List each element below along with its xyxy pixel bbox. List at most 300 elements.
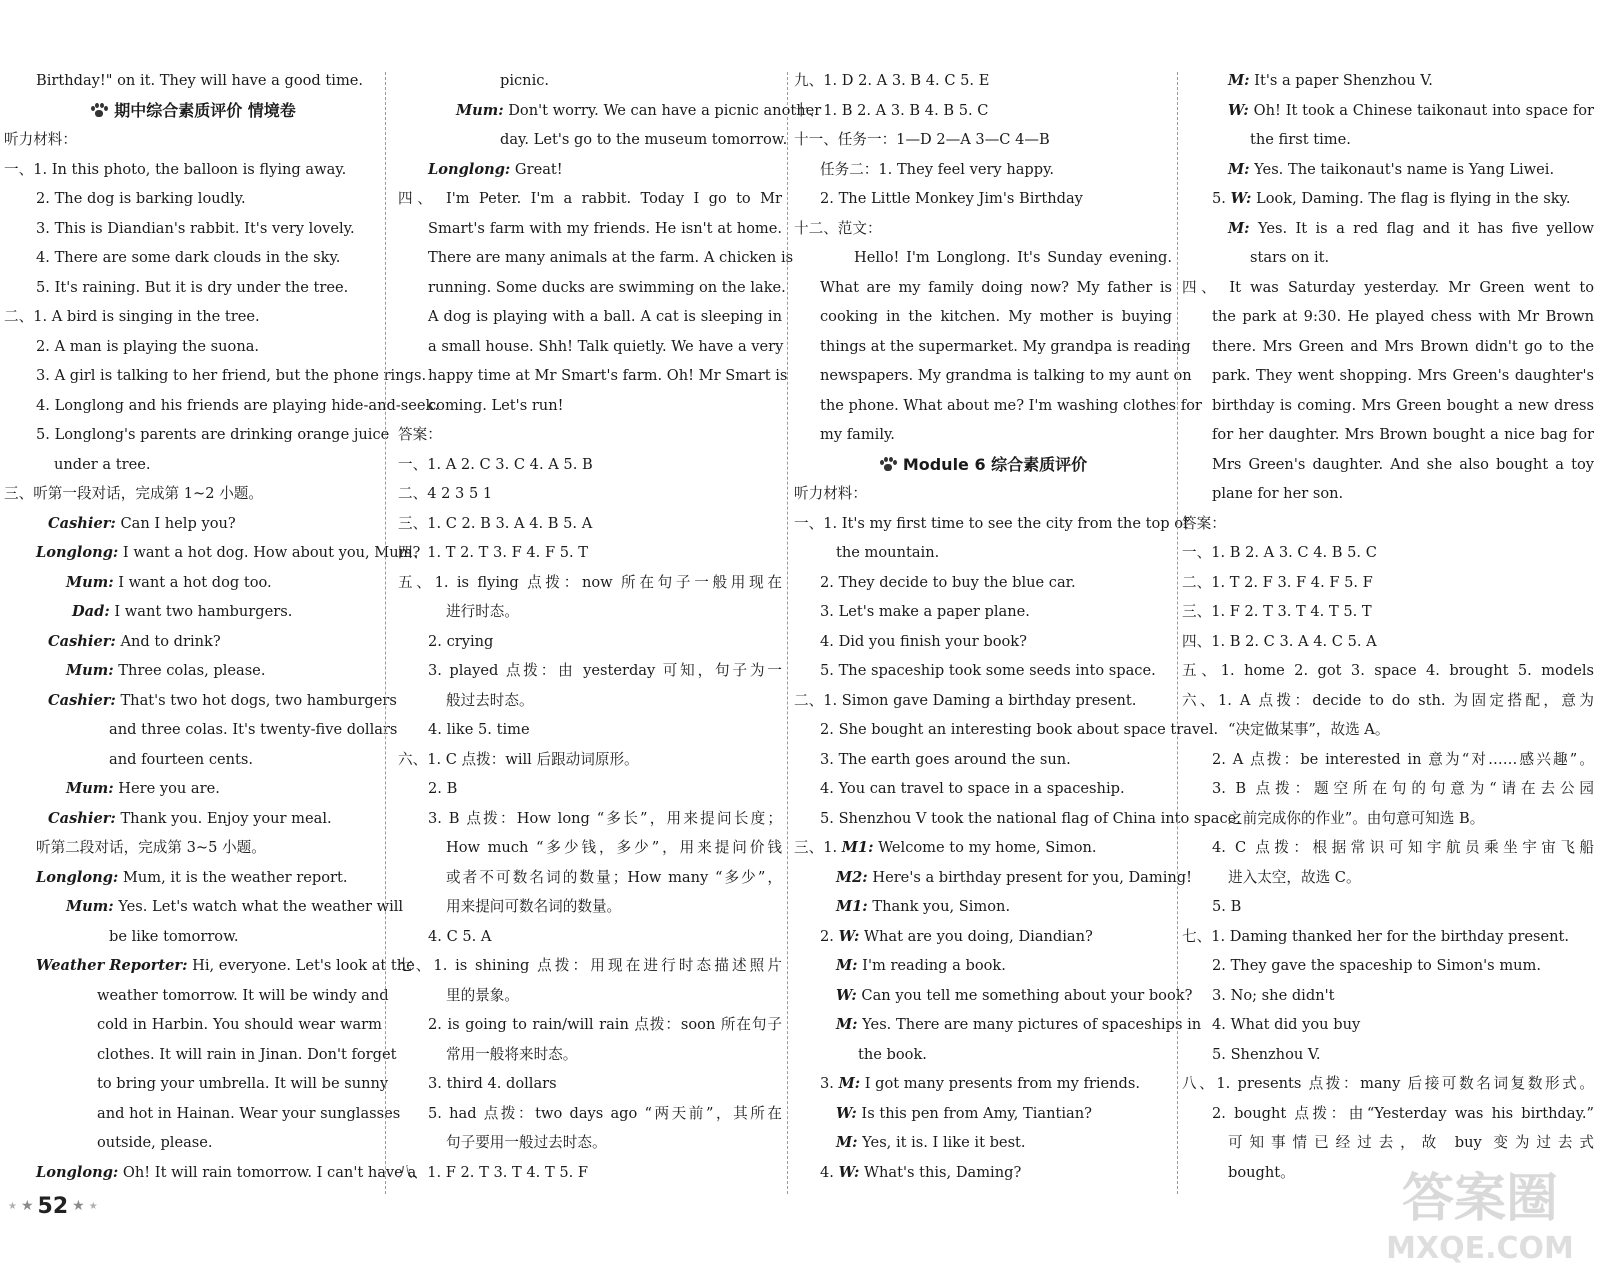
text-line xyxy=(392,774,782,804)
star-icon: ★ xyxy=(88,1200,98,1212)
text-line xyxy=(4,538,421,568)
text-line xyxy=(1182,981,1594,1011)
line-text: 四、1. T 2. T 3. F 4. F 5. T xyxy=(398,544,589,561)
speaker-label: Longlong: xyxy=(36,868,119,886)
speaker-label: Mum: xyxy=(66,662,114,679)
line-text: 4. xyxy=(820,1163,839,1181)
line-text: 5. xyxy=(1212,190,1231,207)
speaker-label: Cashier: xyxy=(48,691,116,709)
text-line xyxy=(4,597,382,627)
line-text: 3. The earth goes around the sun. xyxy=(820,750,1071,768)
text-line xyxy=(1182,243,1594,273)
line-text: 三、1. C 2. B 3. A 4. B 5. A xyxy=(398,514,593,532)
text-line xyxy=(4,1010,382,1040)
text-line xyxy=(794,1040,1172,1070)
column-divider xyxy=(787,72,788,1194)
line-text: Mum, it is the weather report. xyxy=(118,868,348,886)
text-line xyxy=(392,96,822,126)
speaker-label: Cashier: xyxy=(48,514,116,532)
line-text: 5. had 点拨：two days ago “两天前”，其所在 xyxy=(428,1104,782,1122)
text-line xyxy=(794,155,1172,185)
line-text: 2. She bought an interesting book about space travel. xyxy=(820,721,1219,738)
line-text: 听第二段对话，完成第 3~5 小题。 xyxy=(36,839,266,856)
text-line xyxy=(794,804,1241,834)
text-line xyxy=(392,391,782,421)
text-line xyxy=(1182,332,1594,362)
line-text: 4. Longlong and his friends are playing hide-and-seek. xyxy=(36,396,439,414)
line-text: 5. Longlong's parents are drinking orange juice xyxy=(36,426,390,443)
text-line xyxy=(794,951,1172,981)
text-line xyxy=(4,951,415,981)
line-text: picnic. xyxy=(500,72,550,89)
line-text: 九、1. D 2. A 3. B 4. C 5. E xyxy=(794,72,990,89)
text-line xyxy=(4,155,382,185)
text-line xyxy=(392,155,782,185)
star-icon: ★ xyxy=(20,1198,34,1214)
speaker-label: M2: xyxy=(836,868,868,886)
text-line xyxy=(4,1040,397,1070)
star-icon: ★ xyxy=(8,1200,17,1212)
speaker-label: M: xyxy=(836,1016,858,1033)
line-text: 2. crying xyxy=(428,632,494,650)
section-heading xyxy=(794,450,1172,480)
text-line xyxy=(1182,1010,1594,1040)
speaker-label: W: xyxy=(1230,190,1252,207)
line-text: outside, please. xyxy=(97,1134,213,1151)
speaker-label: M: xyxy=(836,957,858,974)
text-line xyxy=(4,922,382,952)
speaker-label: Mum: xyxy=(456,101,504,119)
line-text: A dog is playing with a ball. A cat is sleeping in xyxy=(428,308,782,325)
line-text: Great! xyxy=(510,160,563,178)
line-text: 用来提问可数名词的数量。 xyxy=(446,898,622,915)
text-line xyxy=(794,597,1172,627)
text-line xyxy=(4,125,382,155)
line-text: 2. The Little Monkey Jim's Birthday xyxy=(820,190,1083,207)
text-line xyxy=(794,479,1172,509)
text-line xyxy=(1182,155,1594,185)
text-line xyxy=(4,1099,401,1129)
line-text: 5. Shenzhou V took the national flag of China into space. xyxy=(820,809,1241,827)
text-line xyxy=(392,833,782,863)
line-text: stars on it. xyxy=(1250,249,1330,266)
speaker-label: W: xyxy=(838,1163,860,1181)
text-line xyxy=(794,922,1172,952)
line-text: 3. B 点拨：题空所在句的句意为“请在去公园 xyxy=(1212,780,1594,797)
line-text: 里的景象。 xyxy=(446,986,519,1004)
line-text: 答案： xyxy=(1182,514,1226,532)
line-text: 3. xyxy=(820,1075,839,1092)
text-line xyxy=(4,1128,382,1158)
text-line xyxy=(4,863,382,893)
line-text: 4. C 点拨：根据常识可知宇航员乘坐宇宙飞船 xyxy=(1212,839,1594,856)
watermark-line1: 答案圈 xyxy=(1401,1169,1559,1229)
speaker-label: Mum: xyxy=(66,898,114,915)
line-text: I'm reading a book. xyxy=(857,957,1006,974)
line-text: 听力材料： xyxy=(4,131,77,148)
line-text: Mrs Green's daughter. And she also bought a toy xyxy=(1212,455,1594,473)
line-text: 期中综合素质评价 情境卷 xyxy=(114,100,296,120)
line-text: 2. They gave the spaceship to Simon's mum. xyxy=(1212,957,1542,974)
line-text: 十一、任务一：1—D 2—A 3—C 4—B xyxy=(794,131,1050,148)
text-line xyxy=(4,214,382,244)
text-line xyxy=(4,391,439,421)
watermark-line2: MXQE.COM xyxy=(1386,1231,1574,1266)
line-text: Yes. It is a red flag and it has five yellow xyxy=(1249,219,1594,237)
line-text: Three colas, please. xyxy=(113,662,266,679)
line-text: cooking in the kitchen. My mother is buying xyxy=(820,308,1172,325)
line-text: 七、1. Daming thanked her for the birthday present. xyxy=(1182,927,1570,945)
line-text: 四、 It was Saturday yesterday. Mr Green went to xyxy=(1182,278,1594,296)
text-line xyxy=(1182,302,1594,332)
column-divider xyxy=(1177,72,1178,1194)
line-text: 八、1. presents 点拨：many 后接可数名词复数形式。 xyxy=(1182,1075,1594,1092)
text-line xyxy=(392,214,782,244)
line-text: 3. No; she didn't xyxy=(1212,986,1335,1004)
line-text: day. Let's go to the museum tomorrow. xyxy=(500,131,788,148)
line-text: 2. They decide to buy the blue car. xyxy=(820,573,1076,591)
text-line xyxy=(392,184,782,214)
text-line xyxy=(794,125,1172,155)
paw-icon xyxy=(879,457,897,471)
text-line xyxy=(4,243,382,273)
line-text: 七、1. is shining 点拨：用现在进行时态描述照片 xyxy=(398,957,782,974)
line-text: Oh! It took a Chinese taikonaut into space for xyxy=(1248,101,1594,119)
line-text: 2. B xyxy=(428,780,458,797)
text-line xyxy=(1182,1040,1594,1070)
line-text: 二、4 2 3 5 1 xyxy=(398,485,493,502)
text-line xyxy=(392,568,782,598)
line-text: What are you doing, Diandian? xyxy=(859,927,1093,945)
line-text: How much “多少钱，多少”，用来提问价钱 xyxy=(446,839,782,856)
text-line xyxy=(1182,538,1594,568)
line-text: 六、1. C 点拨：will 后跟动词原形。 xyxy=(398,750,639,768)
line-text: 之前完成你的作业”。由句意可知选 B。 xyxy=(1228,809,1485,827)
line-text: I want two hamburgers. xyxy=(109,603,293,620)
line-text: And to drink? xyxy=(115,632,221,650)
line-text: 3. third 4. dollars xyxy=(428,1075,557,1092)
text-line xyxy=(794,243,1172,273)
line-text: Birthday!" on it. They will have a good time. xyxy=(36,72,364,89)
line-text: 2. xyxy=(820,927,839,945)
text-line xyxy=(392,1010,782,1040)
line-text: the phone. What about me? I'm washing clothes for xyxy=(820,396,1202,414)
text-line xyxy=(392,479,782,509)
text-line xyxy=(1182,597,1594,627)
text-line xyxy=(794,774,1172,804)
text-line xyxy=(4,479,382,509)
text-line xyxy=(4,332,382,362)
text-line xyxy=(794,361,1192,391)
text-line xyxy=(4,568,382,598)
line-text: Here's a birthday present for you, Daming! xyxy=(867,868,1192,886)
line-text: coming. Let's run! xyxy=(428,396,564,414)
text-line xyxy=(392,302,782,332)
text-line xyxy=(392,922,782,952)
line-text: I got many presents from my friends. xyxy=(860,1075,1141,1092)
text-line xyxy=(4,833,382,863)
line-text: Is this pen from Amy, Tiantian? xyxy=(856,1104,1092,1122)
line-text: Hello! I'm Longlong. It's Sunday evening. xyxy=(854,249,1172,266)
text-line xyxy=(794,568,1172,598)
line-text: That's two hot dogs, two hamburgers xyxy=(115,691,397,709)
text-line xyxy=(4,774,382,804)
speaker-label: Weather Reporter: xyxy=(36,957,188,974)
text-line xyxy=(1182,715,1594,745)
text-line xyxy=(794,627,1172,657)
line-text: Welcome to my home, Simon. xyxy=(873,839,1097,856)
text-line xyxy=(4,184,382,214)
line-text: 四、 I'm Peter. I'm a rabbit. Today I go to Mr xyxy=(398,190,782,207)
line-text: Smart's farm with my friends. He isn't at home. xyxy=(428,219,782,237)
line-text: 八、1. F 2. T 3. T 4. T 5. F xyxy=(398,1163,589,1181)
line-text: 三、1. xyxy=(794,839,842,856)
text-line xyxy=(1182,745,1594,775)
line-text: 5. Shenzhou V. xyxy=(1212,1045,1321,1063)
line-text: things at the supermarket. My grandpa is reading xyxy=(820,337,1191,355)
text-line xyxy=(392,745,782,775)
speaker-label: Cashier: xyxy=(48,632,116,650)
text-line xyxy=(794,509,1189,539)
line-text: Can you tell me something about your book? xyxy=(856,986,1193,1004)
speaker-label: Mum: xyxy=(66,780,114,797)
text-line xyxy=(794,863,1192,893)
text-line xyxy=(392,1099,782,1129)
line-text: Yes. There are many pictures of spaceships in xyxy=(857,1016,1202,1033)
text-line xyxy=(1182,125,1594,155)
line-text: 六、1. A 点拨：decide to do sth. 为固定搭配，意为 xyxy=(1182,691,1594,709)
line-text: 2. A 点拨：be interested in 意为“对……感兴趣”。 xyxy=(1212,750,1594,768)
line-text: It's a paper Shenzhou V. xyxy=(1249,72,1433,89)
line-text: 3. This is Diandian's rabbit. It's very lovely. xyxy=(36,219,355,237)
speaker-label: Dad: xyxy=(72,603,110,620)
text-line xyxy=(1182,509,1594,539)
line-text: 五、1. home 2. got 3. space 4. brought 5. models xyxy=(1182,662,1594,679)
text-line xyxy=(1182,1069,1594,1099)
line-text: be like tomorrow. xyxy=(109,927,239,945)
text-line xyxy=(392,863,782,893)
line-text: 5. It's raining. But it is dry under the tree. xyxy=(36,278,349,296)
text-line xyxy=(1182,273,1594,303)
line-text: running. Some ducks are swimming on the lake. xyxy=(428,278,786,296)
line-text: the book. xyxy=(858,1045,927,1063)
line-text: 三、听第一段对话，完成第 1~2 小题。 xyxy=(4,485,263,502)
text-line xyxy=(794,1099,1172,1129)
line-text: Here you are. xyxy=(113,780,220,797)
text-line xyxy=(1182,951,1594,981)
text-line xyxy=(392,273,786,303)
line-text: newspapers. My grandma is talking to my aunt on xyxy=(820,367,1192,384)
text-line xyxy=(1182,450,1594,480)
watermark-logo xyxy=(1368,1160,1592,1268)
line-text: There are many animals at the farm. A chicken is xyxy=(428,249,794,266)
text-line xyxy=(392,627,782,657)
text-line xyxy=(4,420,390,450)
line-text: Hi, everyone. Let's look at the xyxy=(187,957,415,974)
speaker-label: M: xyxy=(1228,160,1250,178)
text-line xyxy=(392,332,782,362)
text-line xyxy=(1182,184,1594,214)
text-line xyxy=(794,833,1172,863)
speaker-label: M1: xyxy=(841,839,874,856)
line-text: a small house. Shh! Talk quietly. We have a very xyxy=(428,337,784,355)
text-line xyxy=(4,627,382,657)
line-text: Don't worry. We can have a picnic another xyxy=(503,101,822,119)
text-line xyxy=(794,981,1193,1011)
text-line xyxy=(1182,892,1594,922)
line-text: cold in Harbin. You should wear warm xyxy=(97,1016,382,1033)
text-line xyxy=(794,66,1172,96)
line-text: 答案： xyxy=(398,426,442,443)
line-text: Thank you. Enjoy your meal. xyxy=(115,809,332,827)
line-text: 2. is going to rain/will rain 点拨：soon 所在句子 xyxy=(428,1016,782,1033)
line-text: What are my family doing now? My father is xyxy=(820,278,1172,296)
text-line xyxy=(794,656,1172,686)
line-text: 4. C 5. A xyxy=(428,927,492,945)
speaker-label: M: xyxy=(1228,219,1250,237)
text-line xyxy=(1182,833,1594,863)
text-line xyxy=(1182,568,1594,598)
line-text: 进行时态。 xyxy=(446,603,519,620)
line-text: 二、1. A bird is singing in the tree. xyxy=(4,308,260,325)
speaker-label: M: xyxy=(1228,72,1250,89)
line-text: 十二、范文： xyxy=(794,219,882,237)
line-text: 4. There are some dark clouds in the sky. xyxy=(36,249,341,266)
line-text: and fourteen cents. xyxy=(109,750,254,768)
text-line xyxy=(1182,66,1594,96)
text-line xyxy=(1182,214,1594,244)
line-text: 3. Let's make a paper plane. xyxy=(820,603,1030,620)
text-line xyxy=(392,243,794,273)
text-line xyxy=(4,1158,417,1188)
line-text: park. They went shopping. Mrs Green's daughter's xyxy=(1212,367,1594,384)
line-text: 四、1. B 2. C 3. A 4. C 5. A xyxy=(1182,632,1377,650)
text-line xyxy=(4,509,382,539)
text-line xyxy=(794,1010,1202,1040)
text-line xyxy=(794,302,1172,332)
text-line xyxy=(4,981,389,1011)
text-line xyxy=(4,66,382,96)
page-number: 52 xyxy=(37,1193,69,1219)
line-text: Oh! It will rain tomorrow. I can't have a xyxy=(118,1163,417,1181)
speaker-label: M: xyxy=(838,1075,861,1092)
line-text: under a tree. xyxy=(54,455,151,473)
line-text: Thank you, Simon. xyxy=(867,898,1011,915)
speaker-label: Longlong: xyxy=(428,160,511,178)
line-text: 三、1. F 2. T 3. T 4. T 5. T xyxy=(1182,603,1372,620)
text-line xyxy=(4,302,382,332)
text-line xyxy=(4,1069,389,1099)
line-text: 4. You can travel to space in a spaceship. xyxy=(820,780,1125,797)
paw-icon xyxy=(90,103,108,117)
line-text: 或者不可数名词的数量；How many “多少”， xyxy=(446,868,782,886)
text-line xyxy=(1182,391,1594,421)
line-text: bought。 xyxy=(1228,1163,1295,1181)
text-line xyxy=(794,745,1172,775)
line-text: Module 6 综合素质评价 xyxy=(902,454,1088,474)
text-line xyxy=(794,96,1172,126)
text-line xyxy=(392,951,782,981)
line-text: and hot in Hainan. Wear your sunglasses xyxy=(97,1104,401,1122)
speaker-label: W: xyxy=(836,1104,857,1122)
text-line xyxy=(392,981,782,1011)
text-line xyxy=(794,1158,1172,1188)
text-line xyxy=(1182,361,1594,391)
line-text: 二、1. Simon gave Daming a birthday present. xyxy=(794,691,1137,709)
text-line xyxy=(392,1158,782,1188)
speaker-label: M: xyxy=(836,1134,858,1151)
text-line xyxy=(4,686,397,716)
text-line xyxy=(392,892,782,922)
text-line xyxy=(392,420,782,450)
text-line xyxy=(794,214,1172,244)
text-line xyxy=(392,66,782,96)
text-line xyxy=(4,804,382,834)
line-text: 2. bought 点拨：由“Yesterday was his birthday.” xyxy=(1212,1104,1594,1122)
text-line xyxy=(794,332,1191,362)
line-text: 3. A girl is talking to her friend, but the phone rings. xyxy=(36,367,427,384)
text-line xyxy=(392,804,782,834)
star-icon: ★ xyxy=(72,1198,85,1214)
text-line xyxy=(794,1128,1172,1158)
line-text: and three colas. It's twenty-five dollars xyxy=(109,721,398,738)
line-text: to bring your umbrella. It will be sunny xyxy=(97,1075,389,1092)
line-text: Can I help you? xyxy=(115,514,236,532)
text-line xyxy=(392,1128,782,1158)
line-text: the first time. xyxy=(1250,131,1351,148)
line-text: 可知事情已经过去，故 buy 变为过去式 xyxy=(1228,1134,1594,1151)
speaker-label: Longlong: xyxy=(36,544,119,561)
line-text: 一、1. In this photo, the balloon is flying away. xyxy=(4,160,347,178)
line-text: 一、1. A 2. C 3. C 4. A 5. B xyxy=(398,455,593,473)
text-line xyxy=(392,686,782,716)
text-line xyxy=(4,361,427,391)
speaker-label: Mum: xyxy=(66,573,114,591)
section-heading xyxy=(4,96,382,126)
speaker-label: W: xyxy=(1228,101,1249,119)
line-text: 二、1. T 2. F 3. F 4. F 5. F xyxy=(1182,573,1373,591)
text-line xyxy=(392,509,782,539)
line-text: happy time at Mr Smart's farm. Oh! Mr Smart is xyxy=(428,367,788,384)
text-line xyxy=(794,273,1172,303)
line-text: 5. The spaceship took some seeds into space. xyxy=(820,662,1156,679)
line-text: for her daughter. Mrs Brown bought a nice bag for xyxy=(1212,426,1594,443)
text-line xyxy=(1182,863,1594,893)
line-text: What's this, Daming? xyxy=(859,1163,1022,1181)
line-text: 般过去时态。 xyxy=(446,691,534,709)
speaker-label: W: xyxy=(836,986,857,1004)
line-text: 4. Did you finish your book? xyxy=(820,632,1027,650)
text-line xyxy=(392,361,788,391)
text-line xyxy=(4,715,398,745)
line-text: I want a hot dog too. xyxy=(113,573,272,591)
line-text: birthday is coming. Mrs Green bought a new dress xyxy=(1212,396,1594,414)
page-footer xyxy=(8,1188,98,1224)
line-text: I want a hot dog. How about you, Mum? xyxy=(118,544,421,561)
line-text: Yes, it is. I like it best. xyxy=(857,1134,1026,1151)
column-divider xyxy=(385,72,386,1194)
column-2 xyxy=(392,66,822,1186)
line-text: 常用一般将来时态。 xyxy=(446,1045,578,1063)
line-text: there. Mrs Green and Mrs Brown didn't go to the xyxy=(1212,337,1594,355)
line-text: 2. The dog is barking loudly. xyxy=(36,190,246,207)
line-text: 十、1. B 2. A 3. B 4. B 5. C xyxy=(794,101,989,119)
text-line xyxy=(392,125,788,155)
line-text: Yes. Let's watch what the weather will xyxy=(113,898,404,915)
text-line xyxy=(1182,656,1594,686)
speaker-label: M1: xyxy=(836,898,868,915)
line-text: Look, Daming. The flag is flying in the sky. xyxy=(1251,190,1571,207)
